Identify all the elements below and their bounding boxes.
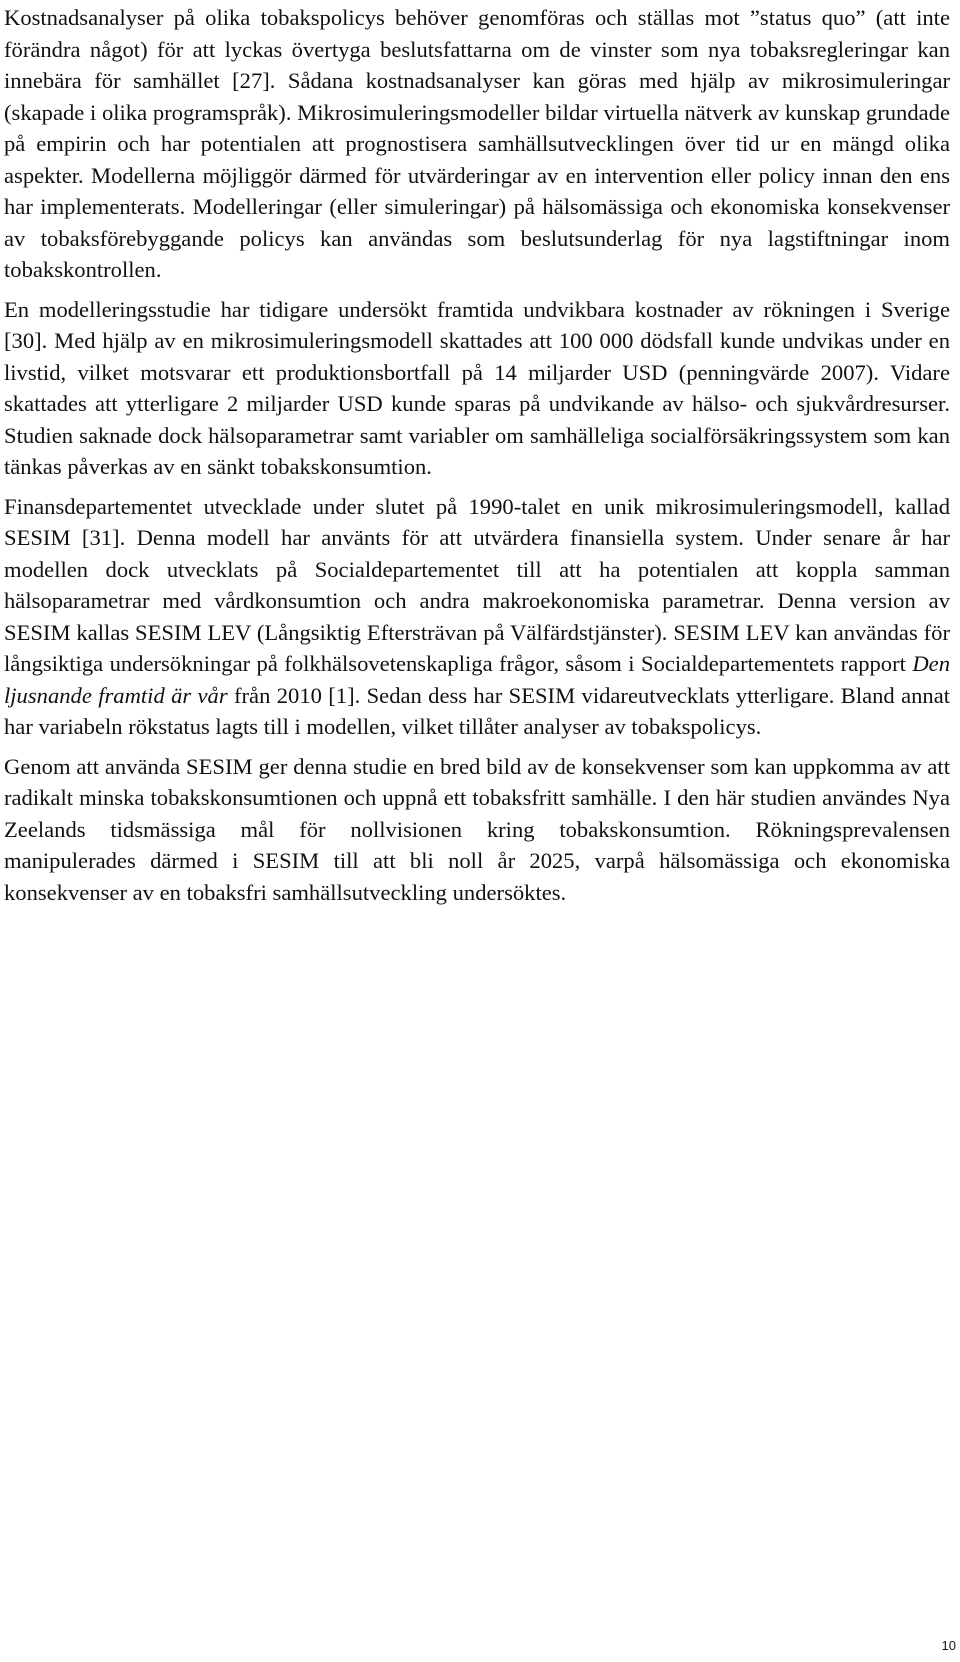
body-text bbox=[4, 2, 950, 908]
page-number: 10 bbox=[941, 1638, 956, 1653]
paragraph-sesim bbox=[4, 491, 950, 743]
paragraph-sesim-text-end: från 2010 [1]. Sedan dess har SESIM vidareutvecklats ytterligare. Bland annat har variabeln rökstatus lagts till i modellen, vilket tillåter analyser av tobakspolicys. bbox=[4, 682, 951, 739]
paragraph-sesim-text-start: Finansdepartementet utvecklade under slutet på 1990-talet en unik mikrosimuleringsmodell, kallad SESIM [31]. Denna modell har använts för att utvärdera finansiella system. Under senare år har modellen dock utvecklats på Socialdepartementet till att ha potentialen att koppla samman hälsoparametrar med vårdkonsumtion och andra makroekonomiska parametrar. Denna version av SESIM kallas SESIM LEV (Långsiktig Eftersträvan på Välfärdstjänster). SESIM LEV kan användas för långsiktiga undersökningar på folkhälsovetenskapliga frågor, såsom i Socialdepartementets rapport bbox=[4, 493, 950, 676]
paragraph-this-study: Genom att använda SESIM ger denna studie en bred bild av de konsekvenser som kan uppkomma av att radikalt minska tobakskonsumtionen och uppnå ett tobaksfritt samhälle. I den här studien användes Nya Zeelands tidsmässiga mål för nollvisionen kring tobakskonsumtion. Rökningsprevalensen manipulerades därmed i SESIM till att bli noll år 2025, varpå hälsomässiga och ekonomiska konsekvenser av en tobaksfri samhällsutveckling undersöktes. bbox=[4, 753, 950, 905]
paragraph-cost-analyses: Kostnadsanalyser på olika tobakspolicys behöver genomföras och ställas mot ”status quo” (att inte förändra något) för att lyckas övertyga beslutsfattarna om de vinster som nya tobaksregleringar kan innebära för samhället [27]. Sådana kostnadsanalyser kan göras med hjälp av mikrosimuleringar (skapade i olika programspråk). Mikrosimuleringsmodeller bildar virtuella nätverk av kunskap grundade på empirin och har potentialen att prognostisera samhällsutvecklingen över tid ur en mängd olika aspekter. Modellerna möjliggör därmed för utvärderingar av en intervention eller policy innan den ens har implementerats. Modelleringar (eller simuleringar) på hälsomässiga och ekonomiska konsekvenser av tobaksförebyggande policys kan användas som beslutsunderlag för nya lagstiftningar inom tobakskontrollen. bbox=[4, 5, 950, 282]
paragraph-modelling-study: En modelleringsstudie har tidigare undersökt framtida undvikbara kostnader av rökningen i Sverige [30]. Med hjälp av en mikrosimuleringsmodell skattades att 100 000 dödsfall kunde undvikas under en livstid, vilket motsvarar ett produktionsbortfall på 14 miljarder USD (penningvärde 2007). Vidare skattades att ytterligare 2 miljarder USD kunde sparas på undvikande av hälso- och sjukvårdresurser. Studien saknade dock hälsoparametrar samt variabler om samhälleliga socialförsäkringssystem som kan tänkas påverkas av en sänkt tobakskonsumtion. bbox=[4, 296, 950, 479]
report-title-italic: Den ljusnande framtid är vår bbox=[4, 651, 950, 708]
